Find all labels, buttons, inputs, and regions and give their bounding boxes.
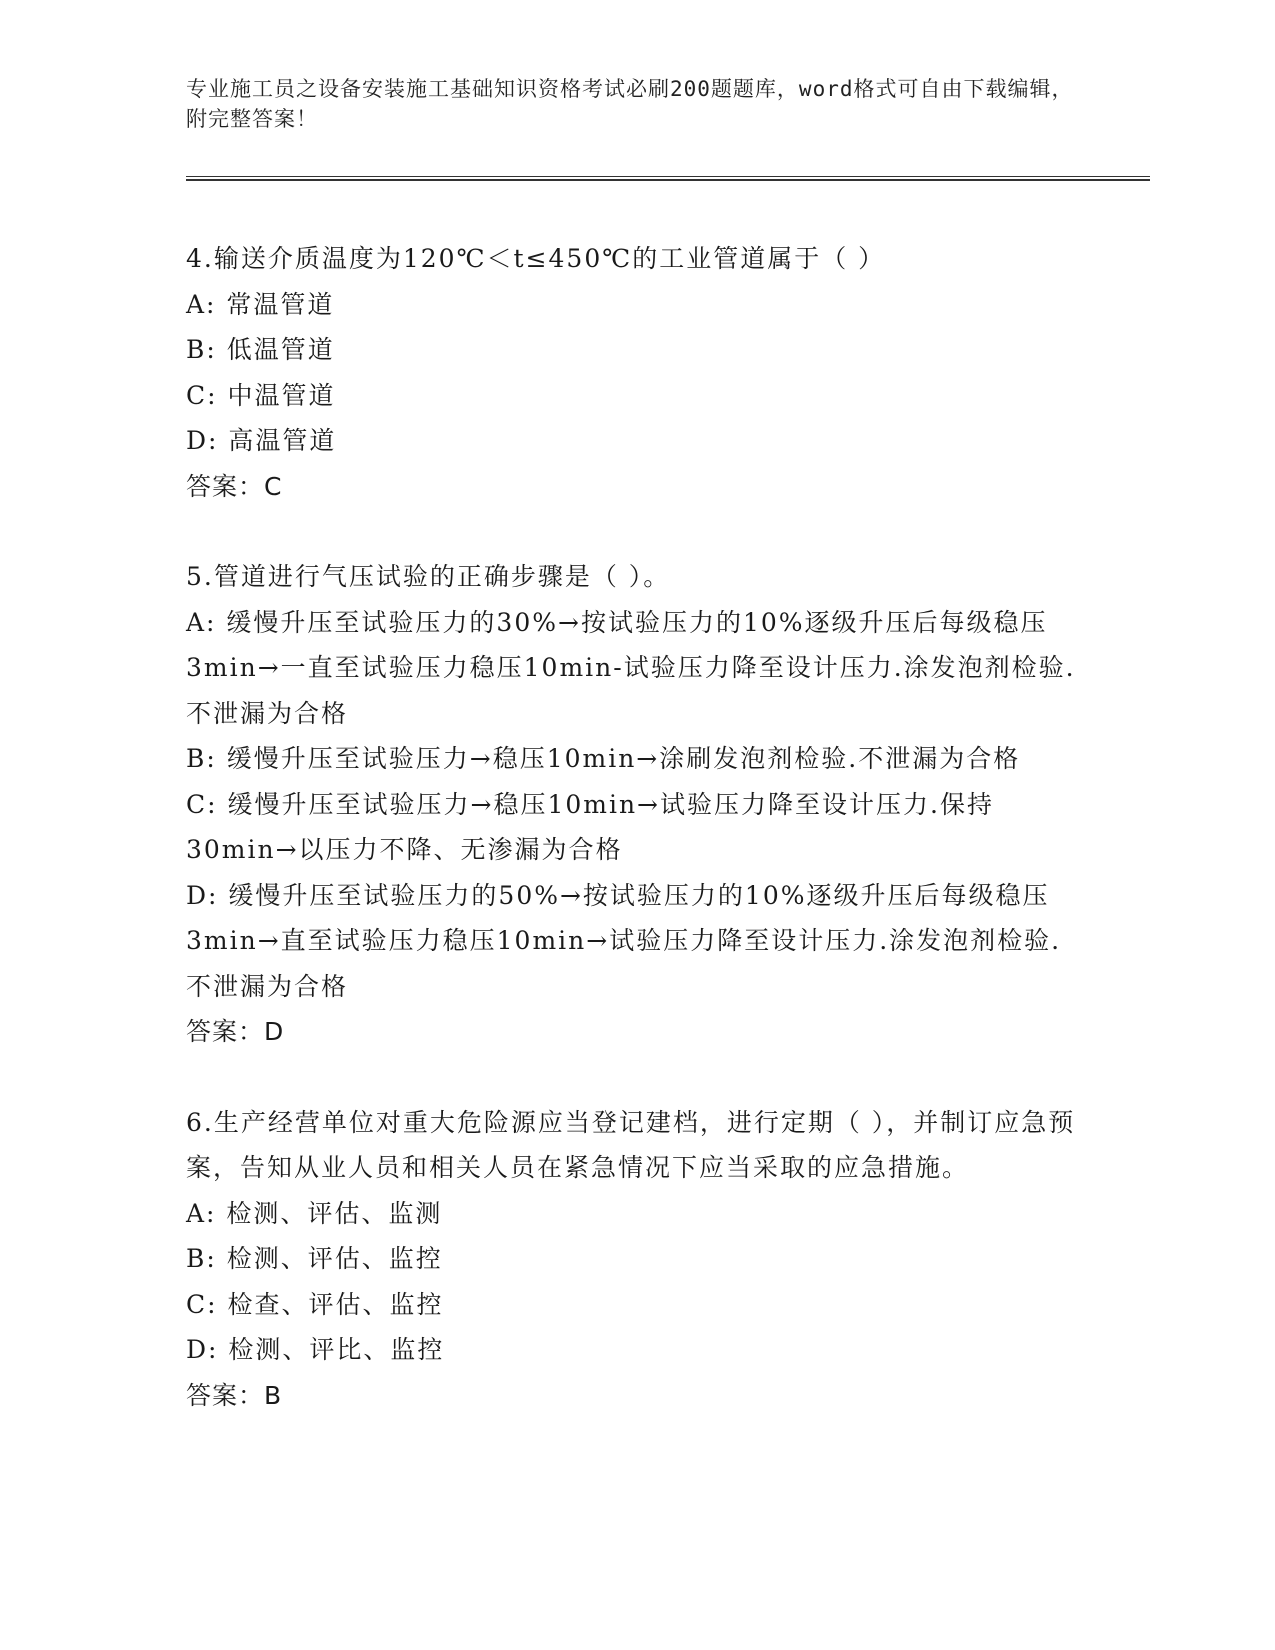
option-c: C: 中温管道 [186, 380, 336, 410]
answer: 答案：D [186, 1017, 285, 1046]
header-divider [186, 176, 1150, 181]
answer: 答案：B [186, 1380, 283, 1410]
option-d: D: 检测、评比、监控 [186, 1335, 445, 1364]
option-b: B: 检测、评估、监控 [186, 1244, 443, 1273]
question-stem: 5.管道进行气压试验的正确步骤是（ ）。 [186, 562, 671, 591]
question-stem: 6.生产经营单位对重大危险源应当登记建档，进行定期（ ），并制订应急预案，告知从业人员和相关人员在紧急情况下应当采取的应急措施。 [186, 1107, 1076, 1182]
option-d: D: 高温管道 [186, 426, 337, 455]
option-a: A: 常温管道 [186, 289, 335, 319]
answer: 答案：C [186, 471, 283, 501]
question-stem: 4.输送介质温度为120℃＜t≤450℃的工业管道属于（ ） [186, 244, 886, 273]
question-4 [186, 236, 1086, 509]
question-6 [186, 1100, 1086, 1419]
option-a: A: 缓慢升压至试验压力的30%→按试验压力的10%逐级升压后每级稳压3min→一直至试验压力稳压10min-试验压力降至设计压力.涂发泡剂检验.不泄漏为合格 [186, 607, 1076, 728]
option-a: A: 检测、评估、监测 [186, 1198, 443, 1228]
question-list [186, 236, 1086, 1463]
document-header: 专业施工员之设备安装施工基础知识资格考试必刷200题题库，word格式可自由下载编辑，附完整答案！ [186, 77, 1074, 131]
option-b: B: 缓慢升压至试验压力→稳压10min→涂刷发泡剂检验.不泄漏为合格 [186, 744, 1021, 773]
option-d: D: 缓慢升压至试验压力的50%→按试验压力的10%逐级升压后每级稳压3min→直至试验压力稳压10min→试验压力降至设计压力.涂发泡剂检验.不泄漏为合格 [186, 880, 1062, 1001]
option-c: C: 缓慢升压至试验压力→稳压10min→试验压力降至设计压力.保持30min→以压力不降、无渗漏为合格 [186, 789, 994, 864]
option-c: C: 检查、评估、监控 [186, 1289, 444, 1319]
option-b: B: 低温管道 [186, 335, 335, 364]
question-5 [186, 554, 1086, 1055]
